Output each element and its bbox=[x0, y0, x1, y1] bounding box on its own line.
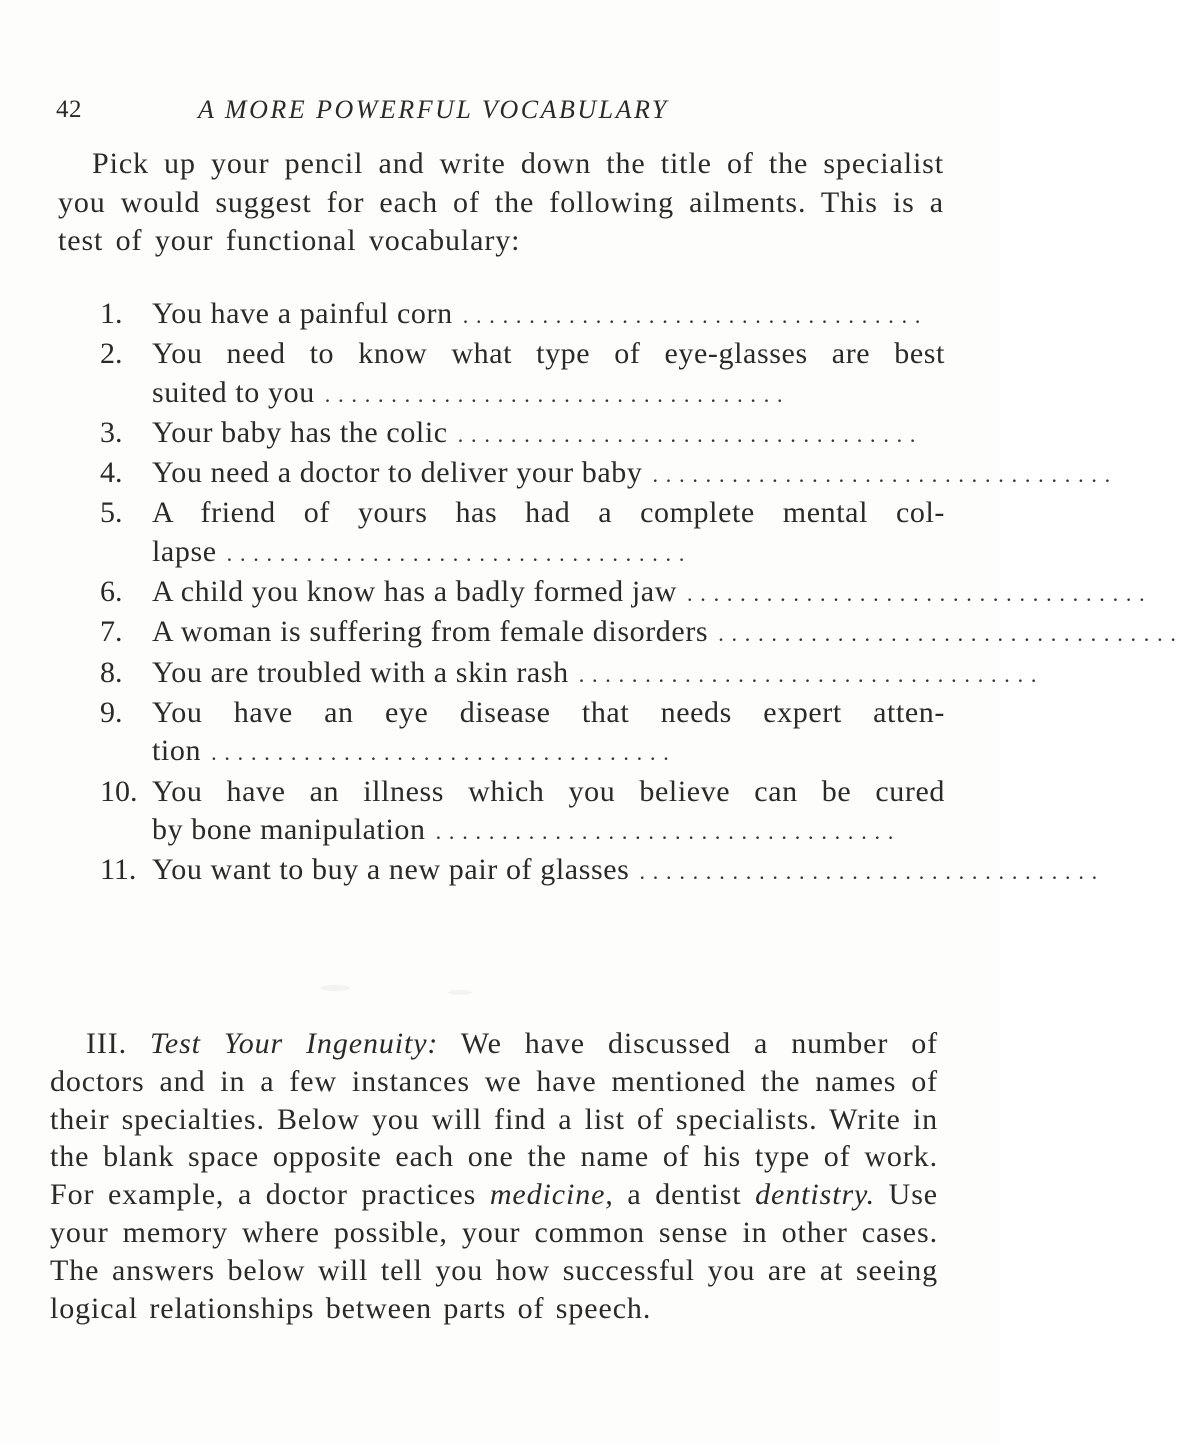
item-text: You need a doctor to deliver your baby bbox=[152, 456, 643, 490]
list-item bbox=[100, 335, 945, 414]
list-item bbox=[100, 414, 945, 454]
item-text: You want to buy a new pair of glasses bbox=[152, 853, 630, 887]
item-text-continued: tion bbox=[152, 734, 202, 768]
item-number: 2. bbox=[100, 337, 123, 371]
section-text: a dentist bbox=[627, 1178, 742, 1212]
answer-blank[interactable]: ................................... bbox=[457, 421, 924, 447]
answer-blank[interactable]: ................................... bbox=[462, 303, 929, 328]
list-item bbox=[100, 295, 945, 335]
answer-blank[interactable]: ................................... bbox=[578, 661, 1045, 687]
answer-blank[interactable]: ................................... bbox=[686, 581, 1153, 607]
page-number: 42 bbox=[56, 96, 82, 123]
item-text: Your baby has the colic bbox=[152, 415, 448, 449]
item-text: You have an illness which you believe can be cured bbox=[152, 774, 945, 808]
list-item bbox=[100, 573, 1153, 613]
section-heading: Test Your Ingenuity: bbox=[150, 1027, 439, 1060]
answer-blank[interactable]: ................................... bbox=[226, 540, 693, 566]
ailment-list bbox=[100, 295, 1184, 891]
list-item bbox=[100, 494, 945, 573]
item-text-continued: suited to you bbox=[152, 375, 315, 409]
item-number: 5. bbox=[100, 496, 123, 530]
scan-smudge bbox=[320, 985, 350, 991]
item-text: You have an eye disease that needs expert atten- bbox=[152, 695, 945, 729]
list-item bbox=[100, 654, 1045, 694]
item-number: 1. bbox=[100, 297, 123, 330]
section-text: We have discussed a number of doctors and in a few instances we have mentioned the names of their specialties. Below you will find a list of specialists. Write in the blank space opposite each one the name of his type of work. For example, a doctor practices bbox=[50, 1027, 938, 1212]
item-number: 10. bbox=[100, 774, 138, 808]
item-text: You have a painful corn bbox=[152, 297, 453, 330]
item-number: 8. bbox=[100, 655, 123, 689]
answer-blank[interactable]: ................................... bbox=[211, 740, 677, 766]
answer-blank[interactable]: ................................... bbox=[324, 381, 791, 407]
answer-blank[interactable]: ................................... bbox=[718, 621, 1184, 647]
list-item bbox=[100, 694, 945, 773]
item-number: 4. bbox=[100, 456, 123, 490]
item-text: A friend of yours has had a complete mental col- bbox=[152, 496, 945, 530]
item-text: You need to know what type of eye-glasses are best bbox=[152, 337, 945, 371]
example-term: medicine, bbox=[489, 1178, 614, 1212]
list-item bbox=[100, 613, 1184, 653]
item-number: 7. bbox=[100, 615, 123, 649]
item-number: 11. bbox=[100, 853, 137, 887]
answer-blank[interactable]: ................................... bbox=[639, 859, 1105, 885]
section-three-paragraph bbox=[50, 1025, 938, 1327]
section-number: III. bbox=[86, 1027, 128, 1060]
item-number: 9. bbox=[100, 695, 123, 729]
answer-blank[interactable]: ................................... bbox=[435, 818, 902, 844]
item-text: You are troubled with a skin rash bbox=[152, 655, 569, 689]
list-item bbox=[100, 454, 1118, 494]
section-text: Use your memory where possible, your common sense in other cases. The answers below will tell you how successful you are at seeing logical relationships between parts of speech. bbox=[50, 1178, 938, 1325]
list-item bbox=[100, 851, 1105, 891]
answer-blank[interactable]: ................................... bbox=[652, 462, 1118, 488]
item-text: A woman is suffering from female disorders bbox=[152, 615, 709, 649]
item-text-continued: lapse bbox=[152, 534, 217, 568]
scan-smudge bbox=[448, 990, 472, 995]
list-item bbox=[100, 773, 945, 852]
item-text: A child you know has a badly formed jaw bbox=[152, 575, 677, 609]
page-header bbox=[56, 96, 956, 136]
running-title: A MORE POWERFUL VOCABULARY bbox=[198, 95, 669, 124]
item-text-continued: by bone manipulation bbox=[152, 812, 426, 846]
example-term: dentistry. bbox=[755, 1178, 875, 1212]
item-number: 6. bbox=[100, 575, 123, 609]
intro-paragraph: Pick up your pencil and write down the title of the specialist you would suggest for each of the following ailments. This is a test of your functional vocabulary: bbox=[58, 147, 944, 257]
item-number: 3. bbox=[100, 415, 123, 449]
